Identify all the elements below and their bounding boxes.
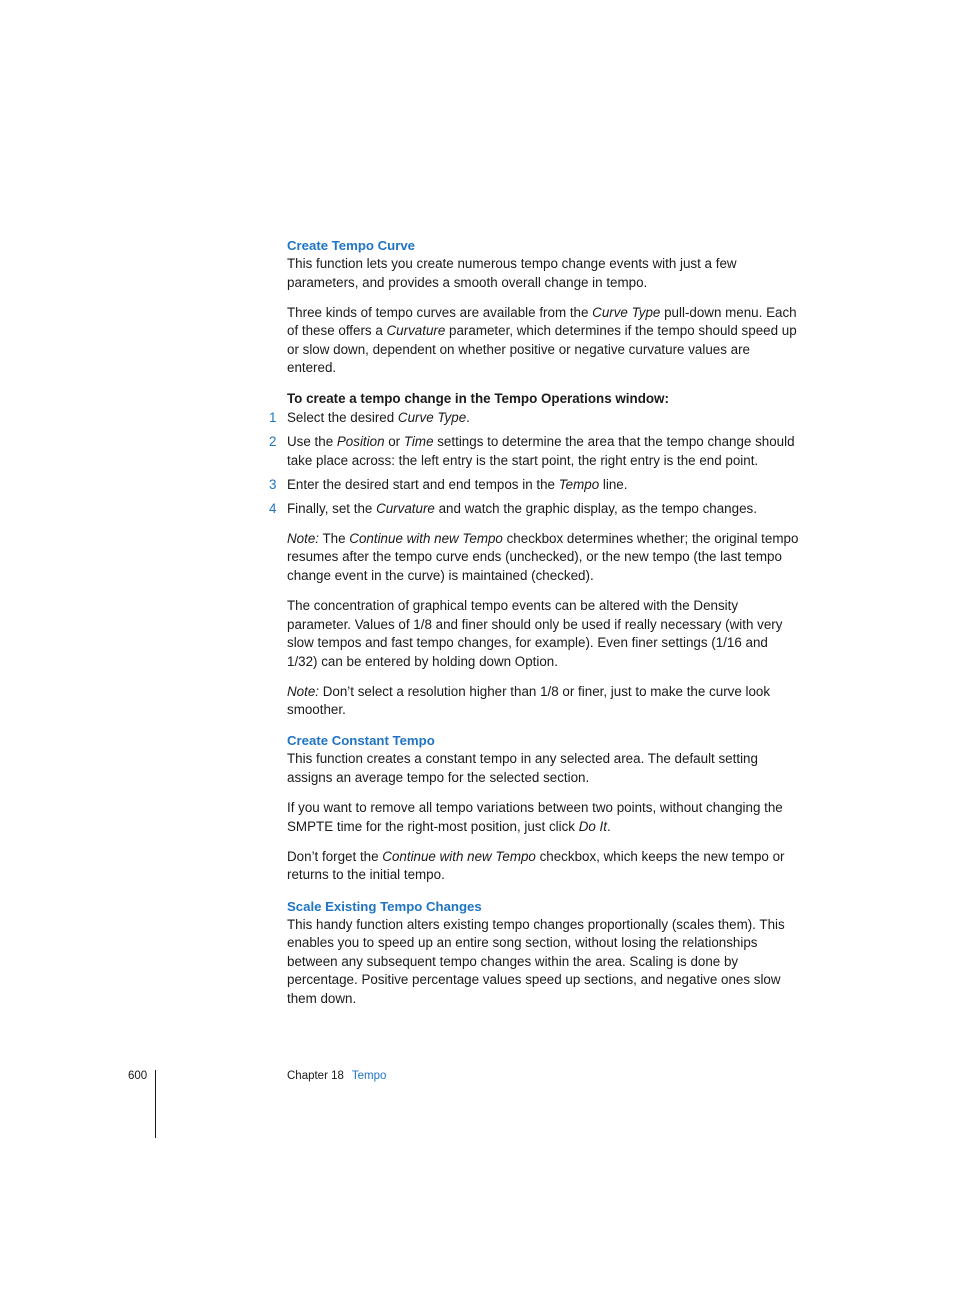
text-run: Do It bbox=[578, 818, 607, 834]
list-item bbox=[269, 409, 799, 428]
chapter-label: Chapter 18 bbox=[287, 1070, 344, 1082]
text-run: Time bbox=[403, 434, 434, 450]
page-content bbox=[269, 236, 799, 1020]
text-run: Curve Type bbox=[397, 410, 467, 426]
section-create-constant-tempo bbox=[287, 731, 799, 885]
text-run: and watch the graphic display, as the tempo changes. bbox=[434, 501, 757, 517]
text-run: Don’t select a resolution higher than 1/8 or finer, just to make the curve look smoother. bbox=[287, 683, 771, 718]
paragraph: This handy function alters existing tempo changes proportionally (scales them). This enables you to speed up an entire song section, without losing the relationships between any subsequent tempo changes within the area. Scaling is done by percentage. Positive percentage values speed up sections, and negative ones slow them down. bbox=[287, 916, 785, 1006]
paragraph bbox=[287, 304, 799, 378]
heading-create-tempo-curve: Create Tempo Curve bbox=[287, 238, 416, 253]
text-run: . bbox=[607, 818, 611, 834]
list-item bbox=[269, 476, 799, 495]
list-item bbox=[269, 433, 799, 470]
page-number: 600 bbox=[128, 1070, 148, 1082]
section-scale-existing-tempo-changes bbox=[287, 897, 799, 1009]
text-run: settings to determine the area that the tempo change should take place across: the left entry is the start point, the right entry is the end point. bbox=[287, 434, 795, 468]
paragraph: The concentration of graphical tempo events can be altered with the Density parameter. Values of 1/8 and finer should only be used if really necessary (with very slow tempos and fast tempo changes, for example). Even finer settings (1/16 and 1/32) can be entered by holding down Option. bbox=[287, 597, 783, 669]
footer-divider bbox=[155, 1070, 156, 1138]
text-run: Continue with new Tempo bbox=[349, 530, 503, 546]
text-run: Tempo bbox=[558, 476, 600, 492]
text-run: Use the bbox=[287, 434, 337, 450]
text-run: Don’t forget the bbox=[287, 848, 383, 864]
text-run: Continue with new Tempo bbox=[382, 848, 536, 864]
note bbox=[287, 683, 799, 720]
chapter-title: Tempo bbox=[351, 1070, 387, 1082]
step-number: 1 bbox=[269, 410, 277, 426]
text-run: checkbox, which keeps the new tempo or returns to the initial tempo. bbox=[287, 848, 785, 883]
paragraph: This function lets you create numerous tempo change events with just a few parameters, and provides a smooth overall change in tempo. bbox=[287, 256, 737, 290]
text-run: The bbox=[319, 530, 350, 546]
text-run: Enter the desired start and end tempos in the bbox=[287, 476, 559, 492]
text-run: pull-down menu. Each of these offers a bbox=[287, 304, 797, 339]
text-run: . bbox=[466, 410, 470, 426]
chapter-footer bbox=[287, 1070, 386, 1082]
procedure-title: To create a tempo change in the Tempo Operations window: bbox=[287, 390, 669, 406]
text-run: Finally, set the bbox=[287, 501, 377, 517]
note-label: Note: bbox=[287, 683, 320, 699]
text-run: Select the desired bbox=[287, 410, 398, 426]
heading-create-constant-tempo: Create Constant Tempo bbox=[287, 733, 435, 749]
text-run: If you want to remove all tempo variations between two points, without changing the SMPTE time for the right-most position, just click bbox=[287, 800, 783, 834]
paragraph: This function creates a constant tempo in any selected area. The default setting assigns an average tempo for the selected section. bbox=[287, 751, 758, 786]
note bbox=[287, 530, 799, 586]
text-run: Position bbox=[336, 434, 385, 450]
text-run: Curvature bbox=[376, 501, 435, 517]
list-item bbox=[269, 500, 799, 519]
text-run: Curvature bbox=[386, 323, 446, 339]
section-create-tempo-curve bbox=[269, 236, 799, 720]
step-number: 2 bbox=[269, 434, 277, 450]
text-run: line. bbox=[599, 476, 628, 492]
heading-scale-existing-tempo-changes: Scale Existing Tempo Changes bbox=[287, 898, 482, 914]
text-run: Curve Type bbox=[592, 304, 661, 320]
text-run: parameter, which determines if the tempo should speed up or slow down, dependent on whether positive or negative curvature values are entered. bbox=[287, 323, 797, 376]
text-run: Three kinds of tempo curves are available from the bbox=[287, 304, 593, 320]
text-run: or bbox=[384, 434, 404, 450]
step-list bbox=[269, 409, 799, 518]
note-label: Note: bbox=[287, 530, 320, 546]
paragraph bbox=[287, 848, 799, 885]
step-number: 3 bbox=[269, 476, 277, 492]
paragraph bbox=[287, 799, 799, 836]
step-number: 4 bbox=[269, 501, 277, 517]
text-run: checkbox determines whether; the original tempo resumes after the tempo curve ends (unchecked), or the new tempo (the last tempo change event in the curve) is maintained (checked). bbox=[287, 530, 799, 583]
